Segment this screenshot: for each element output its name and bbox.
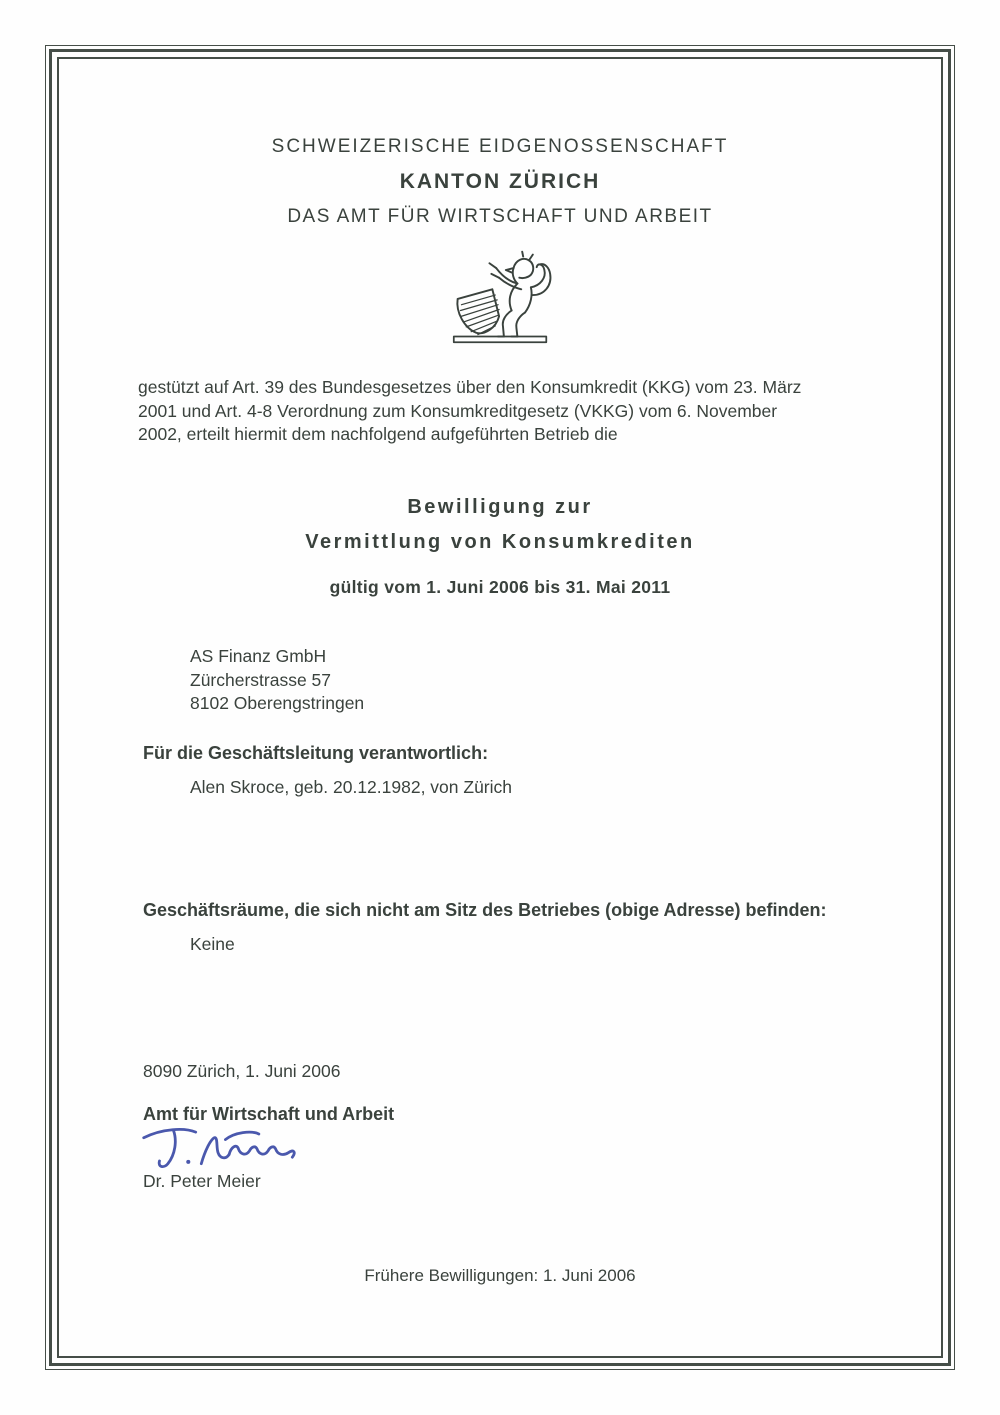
management-person: Alen Skroce, geb. 20.12.1982, von Zürich (190, 777, 513, 797)
premises-value: Keine (190, 934, 235, 954)
legal-basis-line: gestützt auf Art. 39 des Bundesgesetzes über den Konsumkredit (KKG) vom 23. März (138, 377, 802, 397)
signer-name: Dr. Peter Meier (143, 1171, 261, 1191)
premises-label: Geschäftsräume, die sich nicht am Sitz des Betriebes (obige Adresse) befinden: (143, 900, 827, 920)
issuing-office: Amt für Wirtschaft und Arbeit (143, 1104, 395, 1124)
legal-basis-line: 2002, erteilt hiermit dem nachfolgend aufgeführten Betrieb die (138, 424, 618, 444)
letterhead-confederation: SCHWEIZERISCHE EIDGENOSSENSCHAFT (271, 136, 729, 157)
management-label: Für die Geschäftsleitung verantwortlich: (143, 743, 489, 763)
validity-period: gültig vom 1. Juni 2006 bis 31. Mai 2011 (329, 577, 671, 597)
letterhead-canton: KANTON ZÜRICH (399, 170, 601, 193)
company-street: Zürcherstrasse 57 (190, 669, 332, 690)
signature (132, 1121, 317, 1178)
previous-permits-note: Frühere Bewilligungen: 1. Juni 2006 (364, 1266, 636, 1285)
zurich-lion-crest-icon (448, 248, 554, 351)
legal-basis-paragraph (138, 376, 883, 447)
permit-title-line2: Vermittlung von Konsumkrediten (305, 531, 695, 553)
legal-basis-line: 2001 und Art. 4-8 Verordnung zum Konsumkreditgesetz (VKKG) vom 6. November (138, 400, 778, 421)
letterhead-office: DAS AMT FÜR WIRTSCHAFT UND ARBEIT (287, 206, 713, 227)
issue-place-date: 8090 Zürich, 1. Juni 2006 (143, 1061, 341, 1081)
permit-title-line1: Bewilligung zur (407, 496, 593, 518)
company-address-block (190, 645, 364, 716)
company-name: AS Finanz GmbH (190, 646, 327, 666)
company-city: 8102 Oberengstringen (190, 693, 365, 713)
